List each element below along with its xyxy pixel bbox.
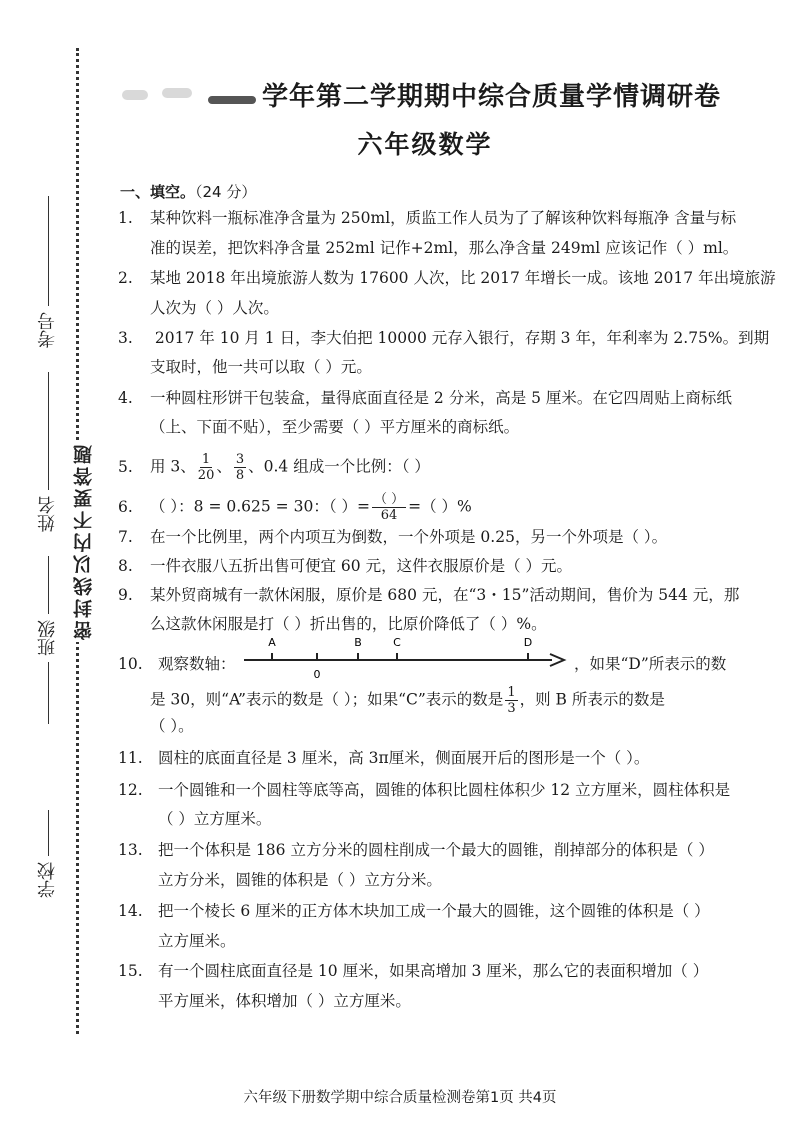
question-text-cont: 人次为（ ）人次。 <box>150 299 279 317</box>
question-number: 6. <box>118 497 133 516</box>
number-line <box>238 634 568 680</box>
question-text: 一件衣服八五折出售可便宜 60 元，这件衣服原价是（ ）元。 <box>150 557 573 575</box>
page-footer: 六年级下册数学期中综合质量检测卷第1页 共4页 <box>243 1090 557 1106</box>
question-number: 13. <box>118 841 143 859</box>
question-11 <box>118 748 758 768</box>
question-number: 1. <box>118 209 133 227</box>
field-label: 姓名 <box>37 496 58 532</box>
smudged-year <box>122 86 262 108</box>
question-text-cont: 立方分米，圆锥的体积是（ ）立方分米。 <box>158 871 442 889</box>
field-line <box>48 810 49 856</box>
question-text: （ ）：8 = 0.625 = 30：（ ）= <box>150 497 370 516</box>
question-number: 9. <box>118 586 133 604</box>
question-number: 12. <box>118 781 143 799</box>
question-15 <box>118 961 758 981</box>
field-line <box>48 556 49 614</box>
question-9 <box>118 585 758 605</box>
arrow-icon <box>550 654 564 666</box>
question-text-cont: 么这款休闲服是打（ ）折出售的，比原价降低了（ ）%。 <box>150 615 547 633</box>
question-text: =（ ）% <box>408 497 472 516</box>
field-line <box>48 372 49 490</box>
field-class <box>22 556 74 724</box>
question-7 <box>118 527 758 547</box>
question-12 <box>118 780 758 800</box>
question-number: 5. <box>118 457 133 476</box>
field-label: 学校 <box>37 862 58 898</box>
page-subtitle: 六年级数学 <box>357 130 493 159</box>
question-text-cont: 平方厘米，体积增加（ ）立方厘米。 <box>158 992 411 1010</box>
question-number: 7. <box>118 528 133 546</box>
question-text: 一种圆柱形饼干包装盒，量得底面直径是 2 分米，高是 5 厘米。在它四周贴上商标纸 <box>150 389 732 407</box>
field-label: 考号 <box>37 312 58 348</box>
question-text-cont: ，如果“D”所表示的数 <box>574 655 727 673</box>
question-text: 在一个比例里，两个内项互为倒数，一个外项是 0.25，另一个外项是（ ）。 <box>150 528 668 546</box>
seal-notice: 密封线以内不要答题 <box>70 440 97 642</box>
question-text-cont: 准的误差，把饮料净含量 252ml 记作+2ml，那么净含量 249ml 应该记作（ ）ml。 <box>150 239 739 257</box>
question-1 <box>118 208 758 228</box>
question-text: 一个圆锥和一个圆柱等底等高，圆锥的体积比圆柱体积少 12 立方厘米，圆柱体积是 <box>158 781 731 799</box>
question-4 <box>118 388 758 408</box>
question-text-cont: 立方厘米。 <box>158 932 236 950</box>
question-text-cont: （ ）。 <box>150 717 194 735</box>
question-number: 15. <box>118 962 143 980</box>
question-text: 某种饮料一瓶标准净含量为 250ml，质监工作人员为了了解该种饮料每瓶净 含量与标 <box>150 209 737 227</box>
question-text: 、0.4 组成一个比例：（ ） <box>248 457 430 476</box>
question-10-line2: 是 30，则“A”表示的数是（ ）；如果“C”表示的数是 $\frac{1}{3}$ ，则 B 所表示的数是 <box>150 685 665 716</box>
question-text: 观察数轴： <box>158 655 236 673</box>
question-text-cont: （ ）立方厘米。 <box>158 810 272 828</box>
label-zero: 0 <box>313 668 321 680</box>
section-heading <box>120 181 256 202</box>
page-title: 学年第二学期期中综合质量学情调研卷 <box>262 82 722 112</box>
field-label: 班级 <box>37 620 58 656</box>
question-13 <box>118 840 758 860</box>
question-5: 5. 用 3、 $\frac{1}{20}$ 、 $\frac{3}{8}$ 、0.4 组成一个比例：（ ） <box>118 452 430 483</box>
label-b: B <box>354 636 362 649</box>
question-number: 3. <box>118 329 133 347</box>
question-14 <box>118 901 758 921</box>
question-text-cont: （上、下面不贴），至少需要（ ）平方厘米的商标纸。 <box>150 418 520 436</box>
question-number: 11. <box>118 749 143 767</box>
question-number: 14. <box>118 902 143 920</box>
question-3 <box>118 328 770 348</box>
section-label: 一、填空。 <box>120 183 196 201</box>
question-number: 10. <box>118 655 143 673</box>
question-text: 2017 年 10 月 1 日，李大伯把 10000 元存入银行，存期 3 年，年利率为 2.75%。到期 <box>150 329 770 347</box>
field-line <box>48 196 49 306</box>
fraction: $\frac{1}{3}$ <box>507 685 516 716</box>
question-text: 把一个棱长 6 厘米的正方体木块加工成一个最大的圆锥，这个圆锥的体积是（ ） <box>158 902 710 920</box>
question-text: 圆柱的底面直径是 3 厘米，高 3π厘米，侧面展开后的图形是一个（ ）。 <box>158 749 650 767</box>
fraction: $\frac{1}{20}$ <box>197 452 215 483</box>
question-text: 用 3、 <box>150 457 196 476</box>
field-name <box>22 372 74 538</box>
axis-ticks <box>272 653 528 660</box>
fraction: $\frac{3}{8}$ <box>235 452 245 483</box>
question-text: 有一个圆柱底面直径是 10 厘米，如果高增加 3 厘米，那么它的表面积增加（ ） <box>158 962 709 980</box>
field-school <box>22 810 74 904</box>
question-number: 8. <box>118 557 133 575</box>
label-a: A <box>268 636 276 649</box>
label-d: D <box>523 636 533 649</box>
question-text-cont: 支取时，他一共可以取（ ）元。 <box>150 358 372 376</box>
field-exam-number <box>22 196 74 354</box>
question-number: 4. <box>118 389 133 407</box>
question-text: 某外贸商城有一款休闲服，原价是 680 元，在“3・15”活动期间，售价为 544 元，那 <box>150 586 740 604</box>
question-text: 把一个体积是 186 立方分米的圆柱削成一个最大的圆锥，削掉部分的体积是（ ） <box>158 841 714 859</box>
label-c: C <box>393 636 401 649</box>
field-line <box>48 662 49 724</box>
question-2 <box>118 268 776 288</box>
question-number: 2. <box>118 269 133 287</box>
fraction: $\frac{( )}{64}$ <box>373 492 405 523</box>
binding-margin <box>0 0 100 1131</box>
question-8 <box>118 556 758 576</box>
question-text: 某地 2018 年出境旅游人数为 17600 人次，比 2017 年增长一成。该地 2017 年出境旅游 <box>150 269 776 287</box>
question-6 <box>118 492 758 523</box>
section-points: （24 分） <box>195 183 257 201</box>
